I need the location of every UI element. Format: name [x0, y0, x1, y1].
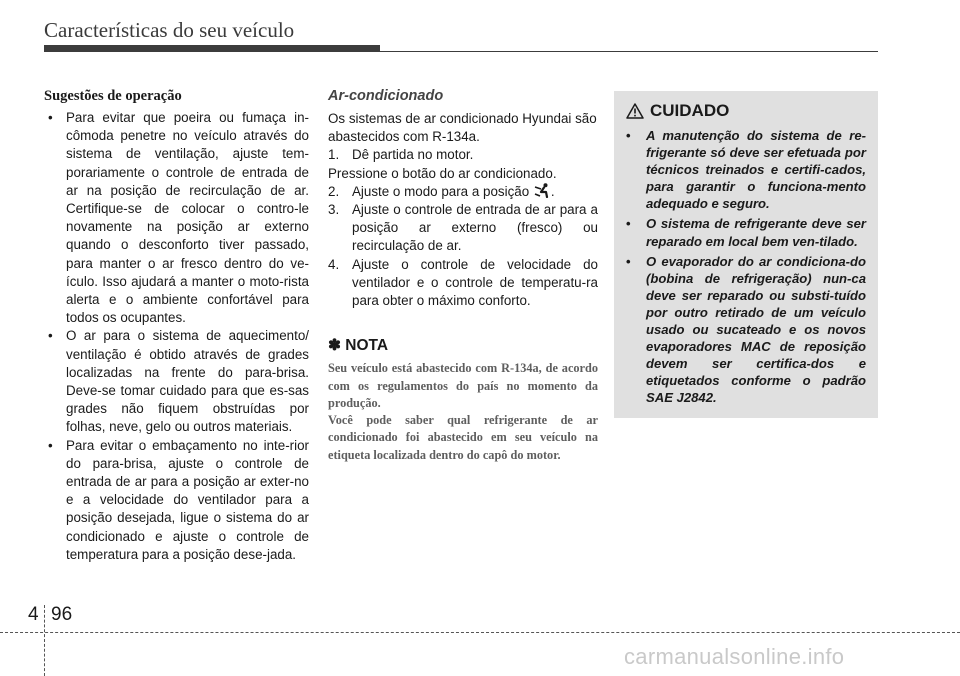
ac-steps-list-2 — [328, 183, 598, 310]
list-item: • Para evitar que poeira ou fumaça in-cômoda penetre no veículo através do sistema de ventilação, ajuste tem-porariamente o controle de entrada de ar na posição de recirculação de ar. Certifique-se de colocar o contro-le novamente na posição ar externo quando o desconforto tiver passado, para manter o ar fresco dentro do ve-ículo. Isso ajudará a manter o moto-rista alerta e o ambiente confortável para todos os ocupantes. — [44, 109, 309, 327]
ac-intro: Os sistemas de ar condicionado Hyundai são abastecidos com R-134a. — [328, 111, 597, 145]
list-item: • Para evitar o embaçamento no inte-rior do para-brisa, ajuste o controle de entrada de ar para a posição ar exter-no e a velocidade do ventilador para a posição desejada, ligue o sistema do ar condicionado e ajuste o controle de temperatura para a posição dese-jada. — [44, 437, 309, 564]
list-item: • O sistema de refrigerante deve ser reparado em local bem ven-tilado. — [626, 215, 866, 249]
left-column — [44, 88, 309, 564]
air-conditioning-heading: Ar-condicionado — [328, 88, 444, 104]
footer-rule — [0, 632, 960, 633]
list-item: • O ar para o sistema de aquecimento/ ventilação é obtido através de grades localizadas na frente do para-brisa. Deve-se tomar cuidado para que es-sas grades não fiquem obstruídas por folhas, neve, gelo ou outros materiais. — [44, 327, 309, 436]
ac-step-3: 3. Ajuste o controle de entrada de ar para a posição ar externo (fresco) ou recirculação de ar. — [328, 202, 598, 254]
caution-box — [614, 91, 878, 418]
page-number: 96 — [51, 604, 73, 625]
ac-steps-list — [328, 146, 598, 164]
footer-divider — [44, 605, 45, 676]
ac-step-2: 2. Ajuste o modo para a posição . — [328, 183, 555, 199]
ac-step-1: 1. Dê partida no motor. — [328, 147, 474, 163]
list-item: • A manutenção do sistema de re-frigerante só deve ser efetuada por técnicos treinados e certifi-cados, para garantir o funciona-mento adequado e seguro. — [626, 127, 866, 212]
operation-tips-heading: Sugestões de operação — [44, 88, 182, 104]
operation-tips-list — [44, 109, 309, 564]
warning-triangle-icon — [626, 103, 644, 119]
caution-heading: CUIDADO — [626, 101, 866, 121]
header-bar — [44, 45, 380, 52]
list-item: • O evaporador do ar condiciona-do (bobina de refrigeração) nun-ca deve ser reparado ou substi-tuído por outro retirado de um veículo usado ou sucateado e os novos evaporadores MAC de reposição devem ser certifica-dos e etiquetados conforme o padrão SAE J2842. — [626, 253, 866, 407]
floor-defrost-mode-icon — [534, 183, 550, 198]
caution-list — [626, 127, 866, 407]
ac-press-instruction: Pressione o botão do ar condicionado. — [328, 165, 557, 181]
note-paragraph: Você pode saber qual refrigerante de ar condicionado foi abastecido em seu veículo na etiqueta localizada dentro do capô do motor. — [328, 413, 598, 462]
chapter-number: 4 — [28, 604, 39, 625]
note-heading: ✽ NOTA — [328, 337, 389, 355]
watermark: carmanualsonline.info — [624, 644, 845, 669]
page-header-title: Características do seu veículo — [44, 18, 295, 42]
ac-step-4: 4. Ajuste o controle de velocidade do ventilador e o controle de temperatu-ra para obter o máximo conforto. — [328, 256, 598, 309]
header-rule — [380, 51, 878, 52]
note-paragraph: Seu veículo está abastecido com R-134a, de acordo com os regulamentos do país no momento da produção. — [328, 361, 598, 410]
middle-column — [328, 88, 598, 464]
